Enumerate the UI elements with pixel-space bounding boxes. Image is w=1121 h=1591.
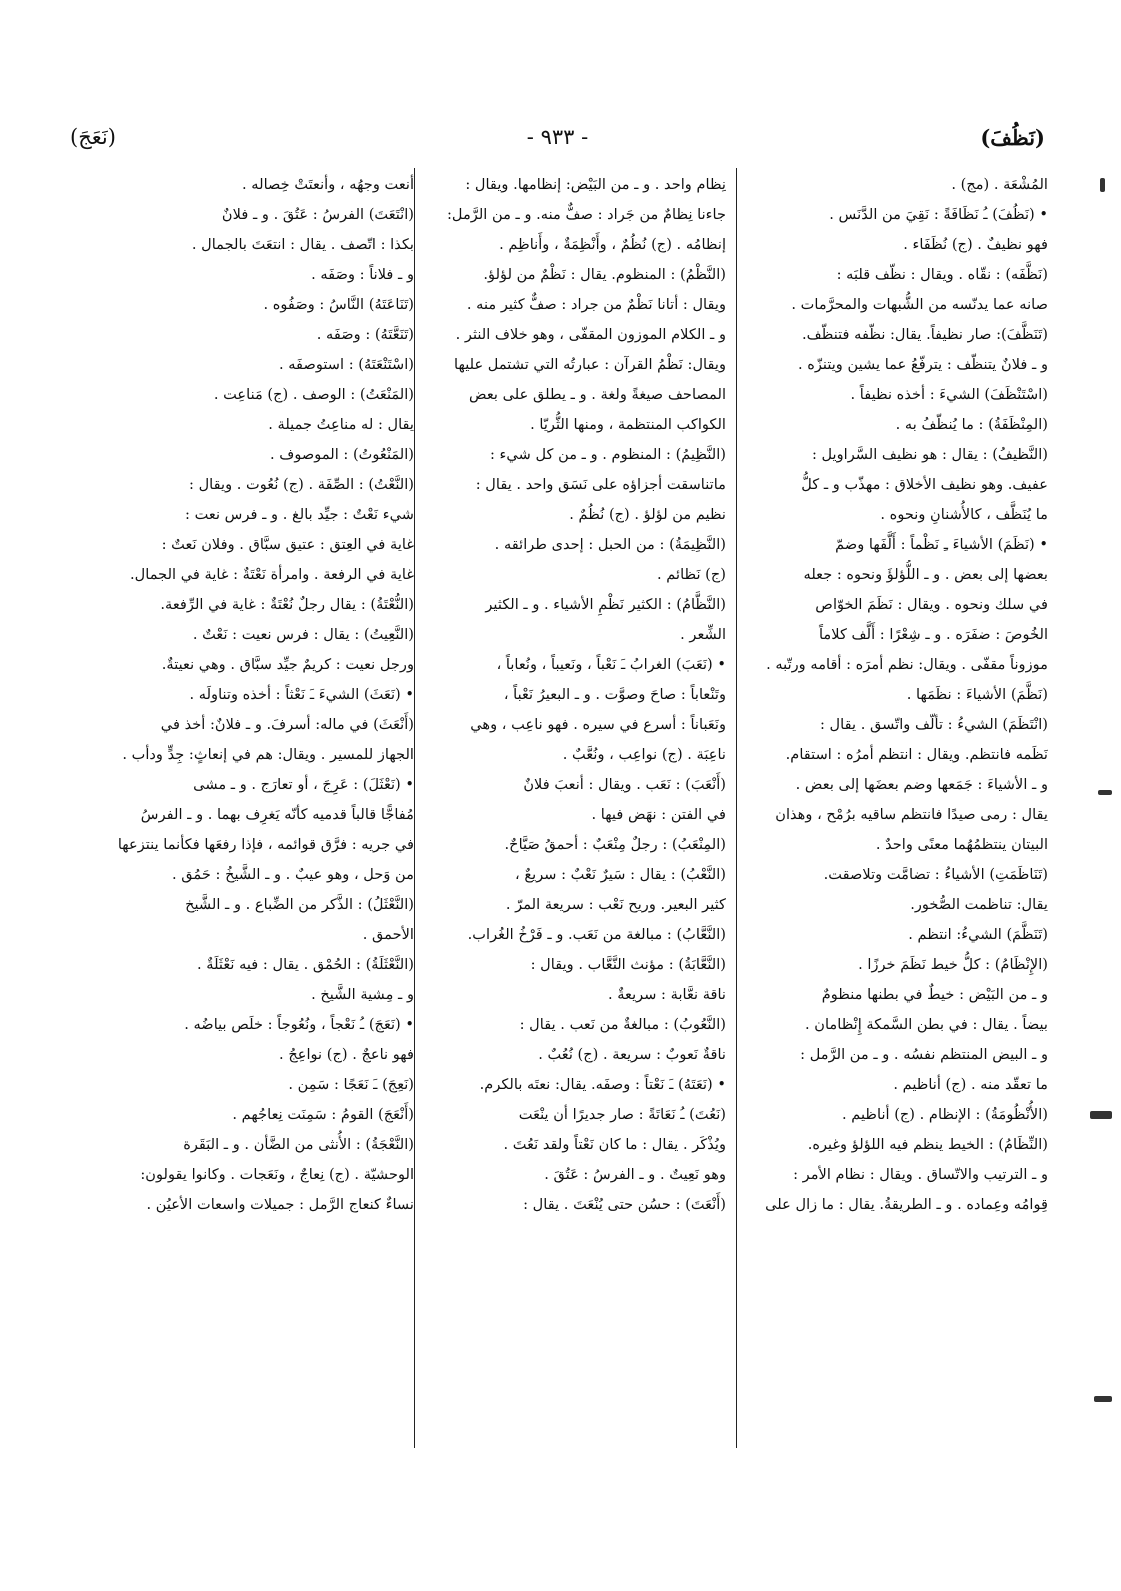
entry-line: و ـ الكلام الموزون المقفّى ، وهو خلاف النثر .: [455, 326, 726, 343]
entry-line: إنظامُه . (ج) نُظُمٌ ، وأَنْظِمَةٌ ، وأَناظِم .: [499, 236, 726, 253]
entry-line: في جريه : فرَّق قوائمه ، فإذا رفعَها فكأنما ينتزعها: [117, 836, 414, 853]
scan-mark: [1098, 790, 1112, 795]
entry-line: (أَنْعَجَ) القومُ : سَمِنَت نِعاجُهم .: [232, 1106, 414, 1123]
entry-line: (النَّظيفُ) : يقال : هو نظيف السَّراويل :: [811, 446, 1048, 463]
entry-line: و ـ من البَيْض : خيطٌ في بطنها منظومٌ: [821, 986, 1048, 1003]
entry-line: الشِّعر .: [680, 626, 726, 643]
entry-line: كثير البعير. وريح نَعْب : سريعة المرّ .: [505, 896, 726, 913]
entry-line: و ـ الأشياءَ : جَمَعها وضم بعضَها إلى بعض .: [795, 776, 1048, 793]
entry-line: (الأُنْظُومَةُ) : الإنظام . (ج) أناظيم .: [841, 1106, 1048, 1123]
entry-line: (المِنْظَفَةُ) : ما يُنظّفُ به .: [895, 416, 1048, 433]
entry-line: الأحمق .: [362, 926, 414, 943]
entry-line: أنعت وجهُه ، وأنعتَتْ خِصاله .: [242, 176, 414, 193]
entry-line: (انْتَظَمَ) الشيءُ : تألّف واتّسق . يقال :: [820, 716, 1048, 733]
entry-line: مُفاجًّا قالباً قدميه كأنّه يَغرِف بهما . و ـ الفرسُ: [140, 806, 414, 823]
entry-line: • (نَظُفَ) ـُ نَظَافَةً : نَقِيَ من الدَّنَس .: [829, 206, 1048, 223]
entry-line: (النَّظَّامُ) : الكثير نَظْمِ الأشياء . و ـ الكثير: [485, 596, 726, 613]
entry-line: (تَنَعَّتَهُ) : وصَفَه .: [316, 326, 414, 343]
entry-line: (المَنْعُوتُ) : الموصوف .: [269, 446, 414, 463]
entry-line: (أَنْعَبَ) : نَعَب . ويقال : أنعبَ فلانٌ: [523, 776, 726, 793]
column-right: [742, 170, 1048, 1470]
entry-line: قِوامُه وعِماده . و ـ الطريقةُ. يقال : ما زال على: [765, 1196, 1048, 1213]
entry-line: (اسْتَنْعَتَهُ) : استوصفَه .: [278, 356, 414, 373]
entry-line: عفيف. وهو نظيف الأخلاق : مهذّب و ـ كلُّ: [801, 476, 1048, 493]
entry-line: و ـ فلاناً : وصَفَه .: [311, 266, 414, 283]
entry-line: غاية في العِتق : عتيق سبَّاق . وفلان نَعتٌ :: [161, 536, 414, 553]
entry-line: (نَعُتَ) ـُ نَعَاتَةً : صار جديرًا أن ينْعَت: [518, 1106, 726, 1123]
entry-line: ونَعَباناً : أسرع في سيره . فهو ناعِب ، وهي: [470, 716, 726, 733]
entry-line: (النَّظْمُ) : المنظوم. يقال : نَظْمٌ من لؤلؤ.: [483, 266, 726, 283]
entry-line: (المَنْعَتُ) : الوصف . (ج) مَناعِت .: [213, 386, 414, 403]
entry-line: بعضها إلى بعض . و ـ اللُّؤلؤَ ونحوه : جعله: [803, 566, 1048, 583]
entry-line: فهو ناعجٌ . (ج) نواعِجُ .: [279, 1046, 414, 1063]
entry-line: المصاحف صيغةً ولغة . و ـ يطلق على بعض: [469, 386, 726, 403]
entry-line: موزوناً مقفّى . ويقال: نظم أمرَه : أقامه ورتّبه .: [766, 656, 1048, 673]
scan-mark: [1100, 178, 1105, 192]
entry-line: (النَّعْثَلَةُ) : الحُمْق . يقال : فيه نَعْثَلَةٌ .: [196, 956, 414, 973]
entry-line: الخُوصَ : ضفَرَه . و ـ شِعْرًا : أَلَّف كلاماً: [818, 626, 1048, 643]
entry-line: ماتناسقت أجزاؤه على نَسَق واحد . يقال :: [475, 476, 726, 493]
entry-line: ما تعقّد منه . (ج) أناظيم .: [893, 1076, 1048, 1093]
entry-line: (النَّعْجَةُ) : الأُنثى من الضَّأن . و ـ البَقَرة: [183, 1136, 414, 1153]
entry-line: جاءنا نِظامٌ من جَراد : صفٌّ منه. و ـ من الرَّمل:: [447, 206, 726, 223]
entry-line: (اسْتَنْظَفَ) الشيءَ : أخذه نظيفاً .: [850, 386, 1048, 403]
entry-line: المُشْعَة . (مج) .: [951, 176, 1048, 193]
entry-line: (نَظَّفَه) : نقّاه . ويقال : نظّف قلبَه :: [836, 266, 1048, 283]
entry-line: (النَّعِيتُ) : يقال : فرس نعيت : نَعْتٌ .: [192, 626, 414, 643]
entry-line: الكواكب المنتظمة ، ومنها الثُّريّا .: [530, 416, 726, 433]
entry-line: (النَّعْبُ) : يقال : سَيرٌ نَعْبٌ : سريعٌ ،: [515, 866, 726, 883]
entry-line: (النَّعْتُ) : الصِّفَة . (ج) نُعُوت . ويقال :: [189, 476, 414, 493]
entry-line: • (نَعَثَ) الشيءَ ـَ نَعْثاً : أخذه وتناولَه .: [189, 686, 414, 703]
entry-line: ناعِبَة . (ج) نواعِب ، ونُعَّبٌ .: [562, 746, 726, 763]
scan-mark: [1090, 1111, 1112, 1119]
entry-line: يقال : له مناعِتُ جميلة .: [268, 416, 414, 433]
entry-line: البيتان ينتظمُهُما معنًى واحدٌ .: [875, 836, 1048, 853]
entry-line: بيضاً . يقال : في بطن السَّمكة إِنْظامان .: [804, 1016, 1048, 1033]
entry-line: ناقةٌ نَعوبٌ : سريعة . (ج) نُعُبٌ .: [538, 1046, 726, 1063]
column-left: [108, 170, 414, 1470]
column-divider-left: [414, 168, 415, 1448]
entry-line: • (نَظَمَ) الأشياءَ ـِ نَظْماً : أَلَّفَها وضمّ: [835, 536, 1048, 553]
entry-line: شيء نَعْتٌ : جيِّد بالغ . و ـ فرس نعت :: [185, 506, 414, 523]
entry-line: (أَنْعَثَ) في ماله: أسرفَ. و ـ فلانٌ: أخذ في: [160, 716, 414, 733]
entry-line: (النَّظِيمَةُ) : من الحبل : إحدى طرائقه .: [494, 536, 726, 553]
entry-line: فهو نظيفٌ . (ج) نُظَفَاء .: [903, 236, 1048, 253]
entry-line: • (نَعَجَ) ـُ نَعْجاً ، ونُعُوجاً : خلَص بياضُه .: [184, 1016, 414, 1033]
entry-line: (النَّعُوبُ) : مبالغةٌ من نَعب . يقال :: [519, 1016, 726, 1033]
entry-line: بكذا : اتّصف . يقال : انتعَتَ بالجمال .: [191, 236, 414, 253]
entry-line: الوحشيّة . (ج) نِعاجٌ ، ونَعَجات . وكانوا يقولون:: [140, 1166, 414, 1183]
entry-line: في الفتن : نهَض فيها .: [591, 806, 726, 823]
entry-line: (النَّعْثَلُ) : الذَّكر من الضِّباع . و ـ الشَّيخ: [185, 896, 414, 913]
entry-line: ما يُنَظَّف ، كالأُشنانِ ونحوه .: [880, 506, 1048, 523]
entry-line: (أَنْعَتَ) : حسُن حتى يُنْعَتَ . يقال :: [523, 1196, 726, 1213]
header-left-catchword: (نَعَجَ): [70, 125, 116, 149]
entry-line: (ج) نَظائم .: [657, 566, 726, 583]
entry-line: (تَنَظَّفَ): صار نظيفاً. يقال: نظّفه فتنظّف.: [802, 326, 1048, 343]
page-number: - ٩٣٣ -: [526, 125, 589, 149]
entry-line: (النَّعَّابَةُ) : مؤنث النَّعَّاب . ويقال :: [530, 956, 726, 973]
entry-line: (تَنَظَّمَ) الشيءُ: انتظم .: [908, 926, 1048, 943]
entry-line: و ـ الترتيب والاتّساق . ويقال : نظام الأمر :: [793, 1166, 1048, 1183]
entry-line: وهو نَعِيتٌ . و ـ الفرسُ : عَتُقَ .: [544, 1166, 726, 1183]
entry-line: (نَعِجَ) ـَ نَعَجًا : سَمِن .: [288, 1076, 414, 1093]
column-divider-right: [736, 168, 737, 1448]
entry-line: • (نَعْثَلَ) : عَرِجَ ، أو تعارَج . و ـ مشى: [193, 776, 414, 793]
entry-line: و ـ فلانٌ يتنظّف : يترفّعُ عما يشين ويتنزّه .: [797, 356, 1048, 373]
entry-line: (انْتَعَتَ) الفرسُ : عَتُقَ . و ـ فلانٌ: [221, 206, 414, 223]
entry-line: نظيم من لؤلؤ . (ج) نُظُمٌ .: [569, 506, 726, 523]
entry-line: ويُذْكَر . يقال : ما كان نَعْتاً ولقد نَعُتَ .: [503, 1136, 726, 1153]
entry-line: (تَنَاعَتَهُ) النَّاسُ : وصَفُوه .: [263, 296, 414, 313]
entry-line: • (نَعَتَهُ) ـَ نَعْتاً : وصفَه. يقال: نعتَه بالكرم.: [479, 1076, 726, 1093]
column-middle: [420, 170, 726, 1470]
entry-line: نساءٌ كنعاج الرَّمل : جميلات واسعات الأعيُن .: [146, 1196, 414, 1213]
page-header: [70, 125, 1045, 165]
entry-line: نَظَمه فانتظم. ويقال : انتظم أمرُه : استقام.: [785, 746, 1048, 763]
entry-line: (النَّعَّابُ) : مبالغة من نَعَب. و ـ فَرْخُ الغُراب.: [467, 926, 726, 943]
entry-line: (النِّظَامُ) : الخيط ينظم فيه اللؤلؤ وغيره.: [807, 1136, 1048, 1153]
entry-line: (النَّظِيمُ) : المنظوم . و ـ من كل شيء :: [490, 446, 726, 463]
scan-mark: [1094, 1396, 1112, 1402]
entry-line: و ـ مِشية الشَّيخ .: [311, 986, 414, 1003]
entry-line: صانه عما يدنّسه من الشُّبهات والمحرَّمات .: [791, 296, 1048, 313]
entry-line: (الإِنْظَامُ) : كلُّ خيط نَظَمَ خرزًا .: [858, 956, 1048, 973]
entry-line: (تَنَاظَمَتِ) الأشياءُ : تضامَّت وتلاصقت.: [823, 866, 1048, 883]
header-right-catchword: (نَظُفَ): [980, 125, 1045, 150]
entry-line: (المِنْعَبُ) : رجلٌ مِنْعَبٌ : أحمقُ صَيَّاحٌ.: [504, 836, 726, 853]
entry-line: ناقة نعَّابة : سريعةٌ .: [607, 986, 726, 1003]
entry-line: ويقال: نَظْمُ القرآن : عبارتُه التي تشتمل عليها: [454, 356, 726, 373]
entry-line: ورجل نعيت : كريمٌ جيِّد سبَّاق . وهي نعيتةٌ.: [161, 656, 414, 673]
entry-line: ويقال : أتانا نَظْمٌ من جراد : صفٌّ كثير منه .: [466, 296, 726, 313]
entry-line: • (نَعَبَ) الغرابُ ـَ نَعْباً ، ونَعيباً ، ونُعاباً ،: [496, 656, 726, 673]
entry-line: من وَحل ، وهو عيبٌ . و ـ الشَّيخُ : حَمُق .: [171, 866, 414, 883]
entry-line: وتَنْعاباً : صاحَ وصوَّت . و ـ البعيرُ نَعْباً ،: [503, 686, 726, 703]
entry-line: في سلك ونحوه . ويقال : نَظَمَ الخوّاص: [815, 596, 1048, 613]
entry-line: (النُّعْتَةُ) : يقال رجلٌ نُعْتَةٌ : غاية في الرِّفعة.: [160, 596, 414, 613]
entry-line: الجهاز للمسير . ويقال: هم في إنعاثٍ: جِدٍّ ودأب .: [122, 746, 414, 763]
entry-line: غاية في الرفعة . وامرأة نَعْتَةٌ : غاية في الجمال.: [130, 566, 414, 583]
entry-line: (نَظَّمَ) الأشياءَ : نظَمَها .: [906, 686, 1048, 703]
entry-line: و ـ البيض المنتظم نفسُه . و ـ من الرَّمل :: [800, 1046, 1048, 1063]
entry-line: يقال : رمى صيدًا فانتظم ساقيه برُمْح ، وهذان: [775, 806, 1048, 823]
entry-line: يقال: تناظمت الصُّخور.: [910, 896, 1048, 913]
entry-line: نِظام واحد . و ـ من البَيْض: إنظامها. ويقال :: [465, 176, 726, 193]
